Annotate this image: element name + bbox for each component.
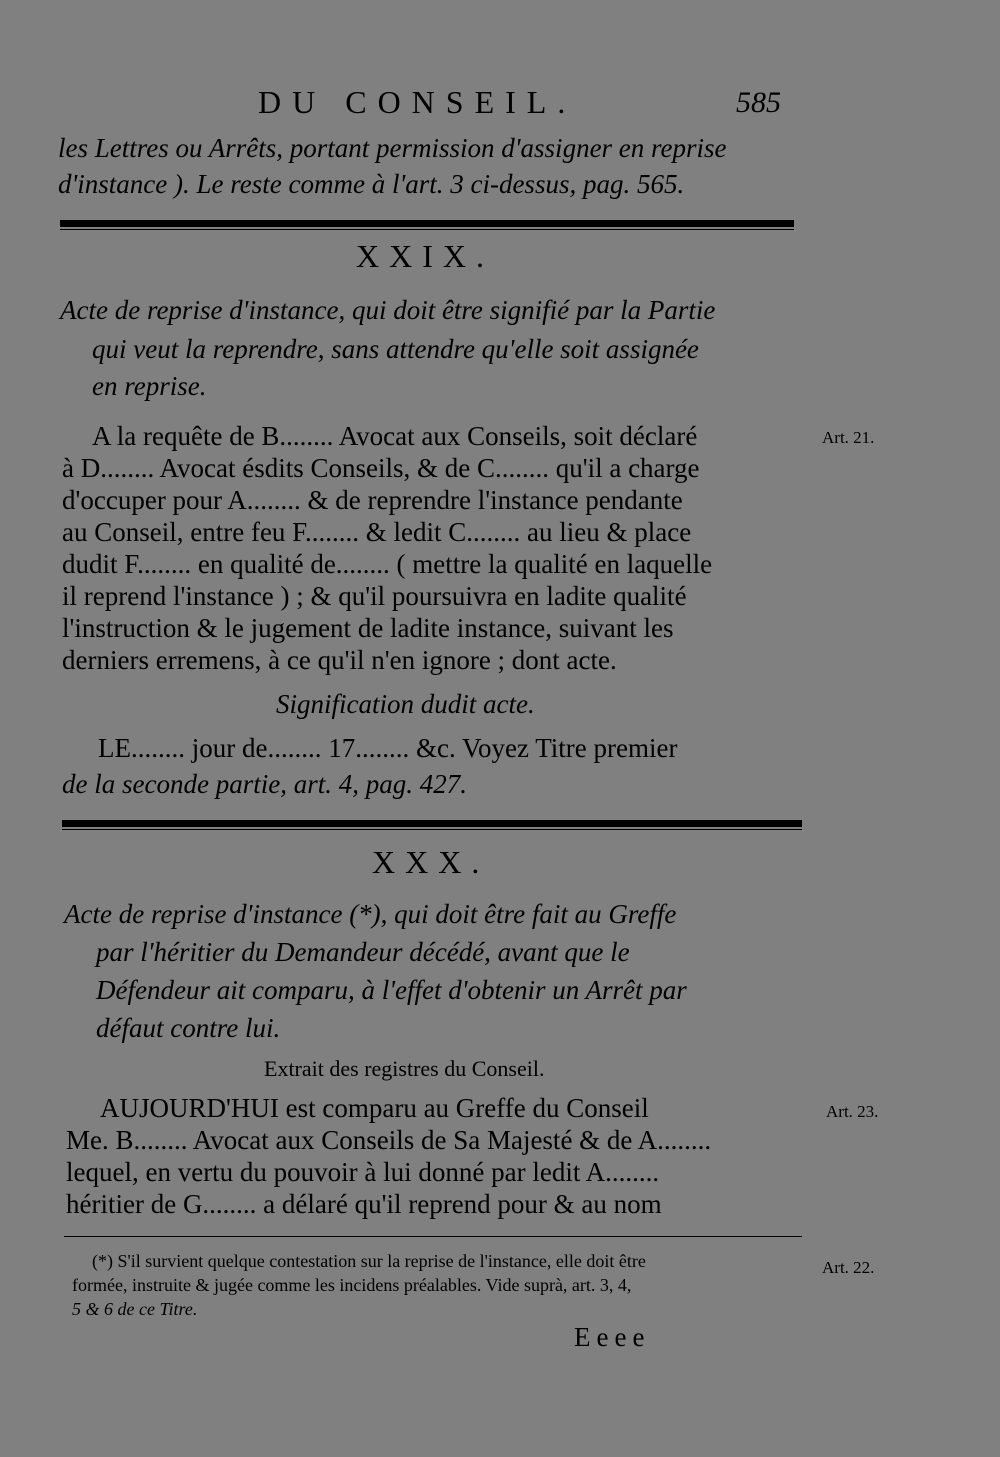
signification-line: de la seconde partie, art. 4, pag. 427. (62, 769, 467, 799)
section-number-xxix: XXIX. (356, 238, 494, 274)
body-line: derniers erremens, à ce qu'il n'en ignore ; dont acte. (62, 645, 617, 675)
section-heading-line: qui veut la reprendre, sans attendre qu'elle soit assignée (92, 334, 699, 364)
section-heading-line: en reprise. (92, 371, 207, 401)
body-line: il reprend l'instance ) ; & qu'il poursuivra en ladite qualité (62, 581, 687, 611)
margin-note: Art. 21. (822, 428, 875, 447)
page-header (0, 78, 1000, 128)
running-title: DU CONSEIL. (258, 84, 577, 120)
body-line: d'occuper pour A........ & de reprendre l'instance pendante (62, 485, 683, 515)
footnote-line: (*) S'il survient quelque contestation sur la reprise de l'instance, elle doit être (92, 1251, 646, 1271)
section-number-xxx: XXX. (372, 844, 490, 880)
signification-line: LE........ jour de........ 17........ &c. Voyez Titre premier (98, 733, 678, 763)
intro-line: d'instance ). Le reste comme à l'art. 3 ci-dessus, pag. 565. (58, 169, 685, 199)
body-line: à D........ Avocat ésdits Conseils, & de C........ qu'il a charge (62, 453, 700, 483)
section-divider (60, 220, 794, 227)
section-heading-line: par l'héritier du Demandeur décédé, avant que le (96, 937, 630, 967)
margin-note: Art. 23. (826, 1102, 879, 1121)
footnote-line: formée, instruite & jugée comme les incidens préalables. Vide suprà, art. 3, 4, (72, 1275, 632, 1295)
body-line: l'instruction & le jugement de ladite instance, suivant les (62, 613, 674, 643)
section-heading-line: défaut contre lui. (96, 1013, 281, 1043)
section-heading-line: Acte de reprise d'instance (*), qui doit être fait au Greffe (64, 899, 677, 929)
body-line: A la requête de B........ Avocat aux Conseils, soit déclaré (92, 421, 698, 451)
signature-mark: Eeee (574, 1322, 651, 1352)
subheading-extrait: Extrait des registres du Conseil. (264, 1056, 545, 1081)
body-line: au Conseil, entre feu F........ & ledit C........ au lieu & place (62, 517, 692, 547)
section-heading-line: Défendeur ait comparu, à l'effet d'obtenir un Arrêt par (96, 975, 687, 1005)
subheading-signification: Signification dudit acte. (276, 689, 535, 719)
margin-note: Art. 22. (822, 1258, 875, 1277)
body-line: AUJOURD'HUI est comparu au Greffe du Conseil (100, 1093, 649, 1123)
intro-line: les Lettres ou Arrêts, portant permission d'assigner en reprise (58, 133, 727, 163)
body-line: héritier de G........ a délaré qu'il reprend pour & au nom (66, 1189, 662, 1219)
footnote-rule (64, 1236, 802, 1237)
section-heading-line: Acte de reprise d'instance, qui doit être signifié par la Partie (60, 295, 716, 325)
body-line: dudit F........ en qualité de........ ( mettre la qualité en laquelle (62, 549, 713, 579)
body-line: Me. B........ Avocat aux Conseils de Sa Majesté & de A........ (66, 1125, 712, 1155)
section-divider (62, 820, 802, 827)
body-line: lequel, en vertu du pouvoir à lui donné par ledit A........ (66, 1157, 660, 1187)
footnote-line: 5 & 6 de ce Titre. (72, 1299, 198, 1319)
page-number: 585 (736, 86, 781, 119)
